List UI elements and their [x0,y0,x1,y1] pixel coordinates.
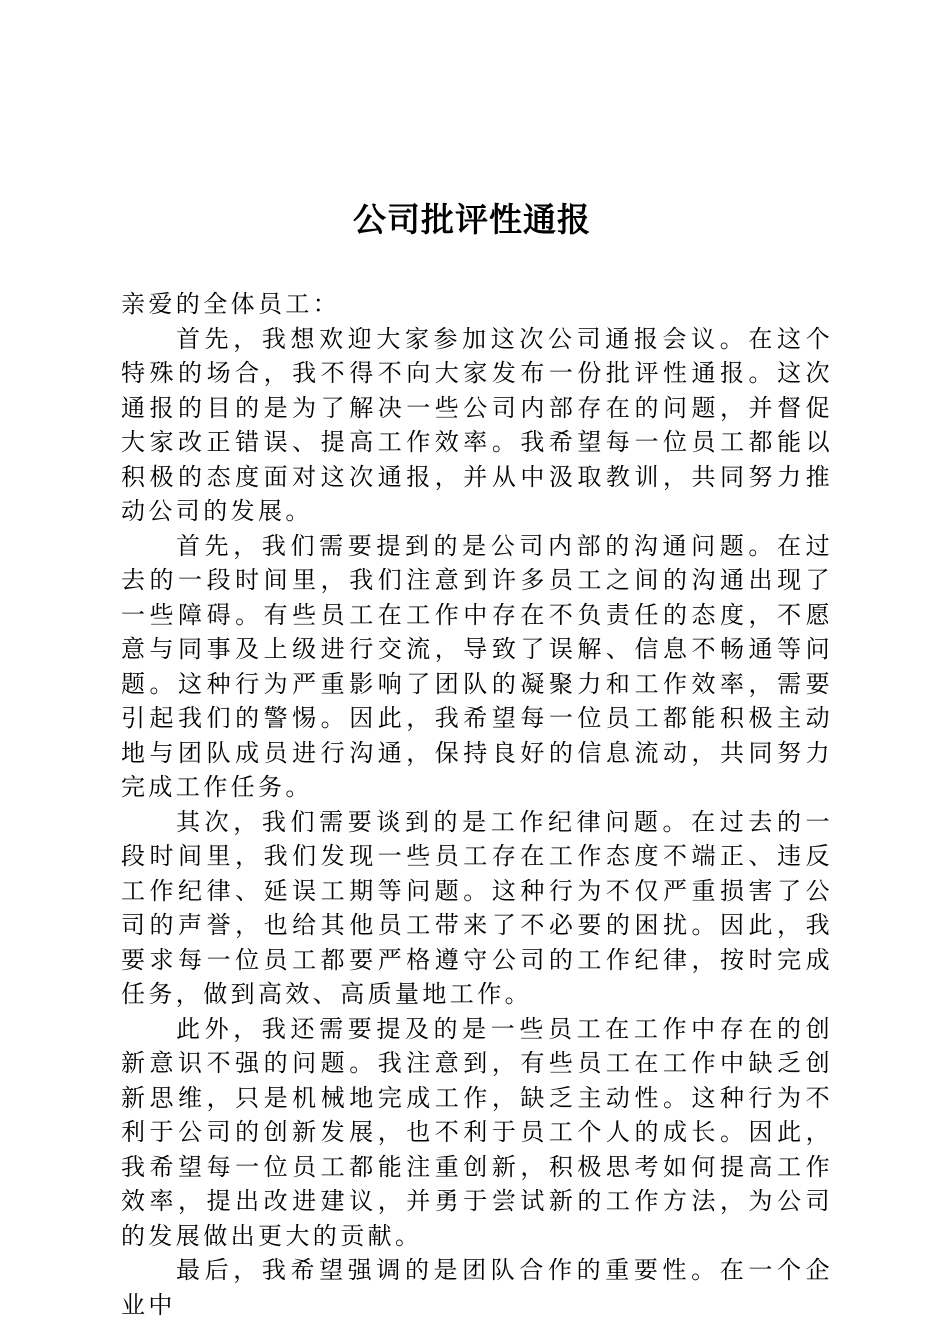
paragraph-communication: 首先，我们需要提到的是公司内部的沟通问题。在过去的一段时间里，我们注意到许多员工之间的沟通出现了一些障碍。有些员工在工作中存在不负责任的态度，不愿意与同事及上级进行交流，导致了误解、信息不畅通等问题。这种行为严重影响了团队的凝聚力和工作效率，需要引起我们的警惕。因此，我希望每一位员工都能积极主动地与团队成员进行沟通，保持良好的信息流动，共同努力完成工作任务。 [121,531,833,801]
document-body [121,287,833,1322]
paragraph-discipline: 其次，我们需要谈到的是工作纪律问题。在过去的一段时间里，我们发现一些员工存在工作态度不端正、违反工作纪律、延误工期等问题。这种行为不仅严重损害了公司的声誉，也给其他员工带来了不必要的困扰。因此，我要求每一位员工都要严格遵守公司的工作纪律，按时完成任务，做到高效、高质量地工作。 [121,807,833,1008]
paragraph-welcome: 首先，我想欢迎大家参加这次公司通报会议。在这个特殊的场合，我不得不向大家发布一份批评性通报。这次通报的目的是为了解决一些公司内部存在的问题，并督促大家改正错误、提高工作效率。我希望每一位员工都能以积极的态度面对这次通报，并从中汲取教训，共同努力推动公司的发展。 [121,324,833,525]
salutation: 亲爱的全体员工： [121,290,341,318]
paragraph-teamwork: 最后，我希望强调的是团队合作的重要性。在一个企业中 [121,1256,833,1319]
paragraph-innovation: 此外，我还需要提及的是一些员工在工作中存在的创新意识不强的问题。我注意到，有些员工在工作中缺乏创新思维，只是机械地完成工作，缺乏主动性。这种行为不利于公司的创新发展，也不利于员工个人的成长。因此，我希望每一位员工都能注重创新，积极思考如何提高工作效率，提出改进建议，并勇于尝试新的工作方法，为公司的发展做出更大的贡献。 [121,1014,833,1250]
document-title: 公司批评性通报 [353,200,591,239]
